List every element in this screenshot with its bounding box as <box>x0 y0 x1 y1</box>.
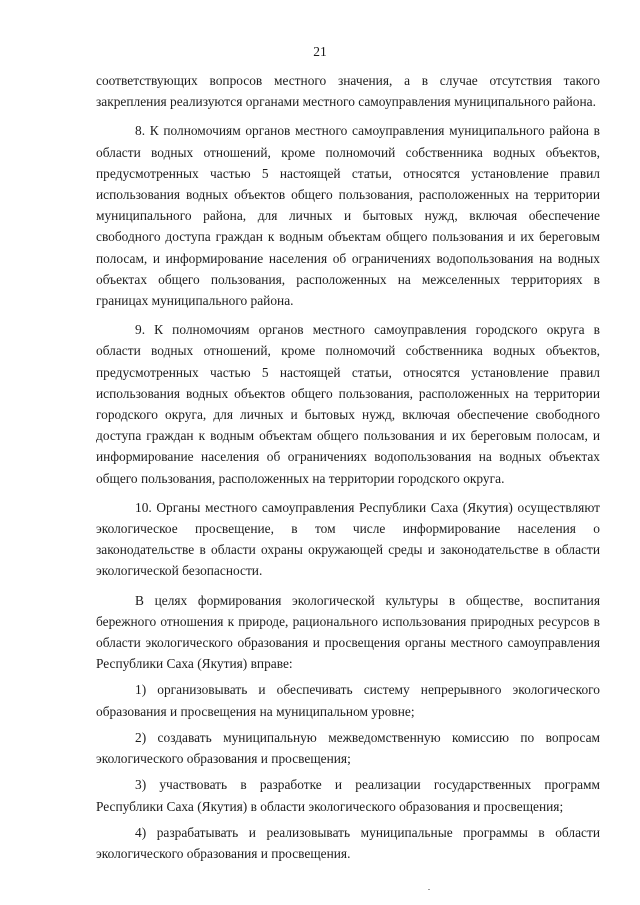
page-number: 21 <box>313 44 327 59</box>
list-item-3: 3) участвовать в разработке и реализации государственных программ Республики Саха (Якутия) в области экологического образования и просвещения; <box>96 777 600 814</box>
scan-speck <box>428 889 430 890</box>
list-item-1: 1) организовывать и обеспечивать систему непрерывного экологического образования и просвещения на муниципальном уровне; <box>96 682 600 719</box>
document-body <box>96 70 600 864</box>
paragraph-ecology-culture: В целях формирования экологической культуры в обществе, воспитания бережного отношения к природе, рационального использования природных ресурсов в области экологического образования и просвещения органы местного самоуправления Республики Саха (Якутия) вправе: <box>96 592 600 672</box>
paragraph-item-8: 8. К полномочиям органов местного самоуправления муниципального района в области водных отношений, кроме полномочий собственника водных объектов, предусмотренных частью 5 настоящей статьи, относятся установление правил использования водных объектов общего пользования, расположенных на территории муниципального района, для личных и бытовых нужд, включая обеспечение свободного доступа граждан к водным объектам общего пользования и их береговым полосам, и информирование населения об ограничениях водопользования на водных объектах общего пользования, расположенных на межселенных территориях в границах муниципального района. <box>96 123 600 309</box>
paragraph-item-10: 10. Органы местного самоуправления Республики Саха (Якутия) осуществляют экологическое просвещение, в том числе информирование населения о законодательстве в области охраны окружающей среды и законодательстве в области экологической безопасности. <box>96 499 600 579</box>
paragraph-continuation: соответствующих вопросов местного значения, а в случае отсутствия такого закрепления реализуются органами местного самоуправления муниципального района. <box>96 73 600 110</box>
list-item-2: 2) создавать муниципальную межведомственную комиссию по вопросам экологического образования и просвещения; <box>96 729 600 767</box>
paragraph-item-9: 9. К полномочиям органов местного самоуправления городского округа в области водных отношений, кроме полномочий собственника водных объектов, предусмотренных частью 5 настоящей статьи, относятся установление правил использования водных объектов общего пользования, расположенных на территории городского округа, для личных и бытовых нужд, включая обеспечение свободного доступа граждан к водным объектам общего пользования и их береговым полосам, и информирование населения об ограничениях водопользования на водных объектах общего пользования, расположенных на территории городского округа. <box>96 322 600 486</box>
list-item-4: 4) разрабатывать и реализовывать муниципальные программы в области экологического образования и просвещения. <box>96 824 600 861</box>
